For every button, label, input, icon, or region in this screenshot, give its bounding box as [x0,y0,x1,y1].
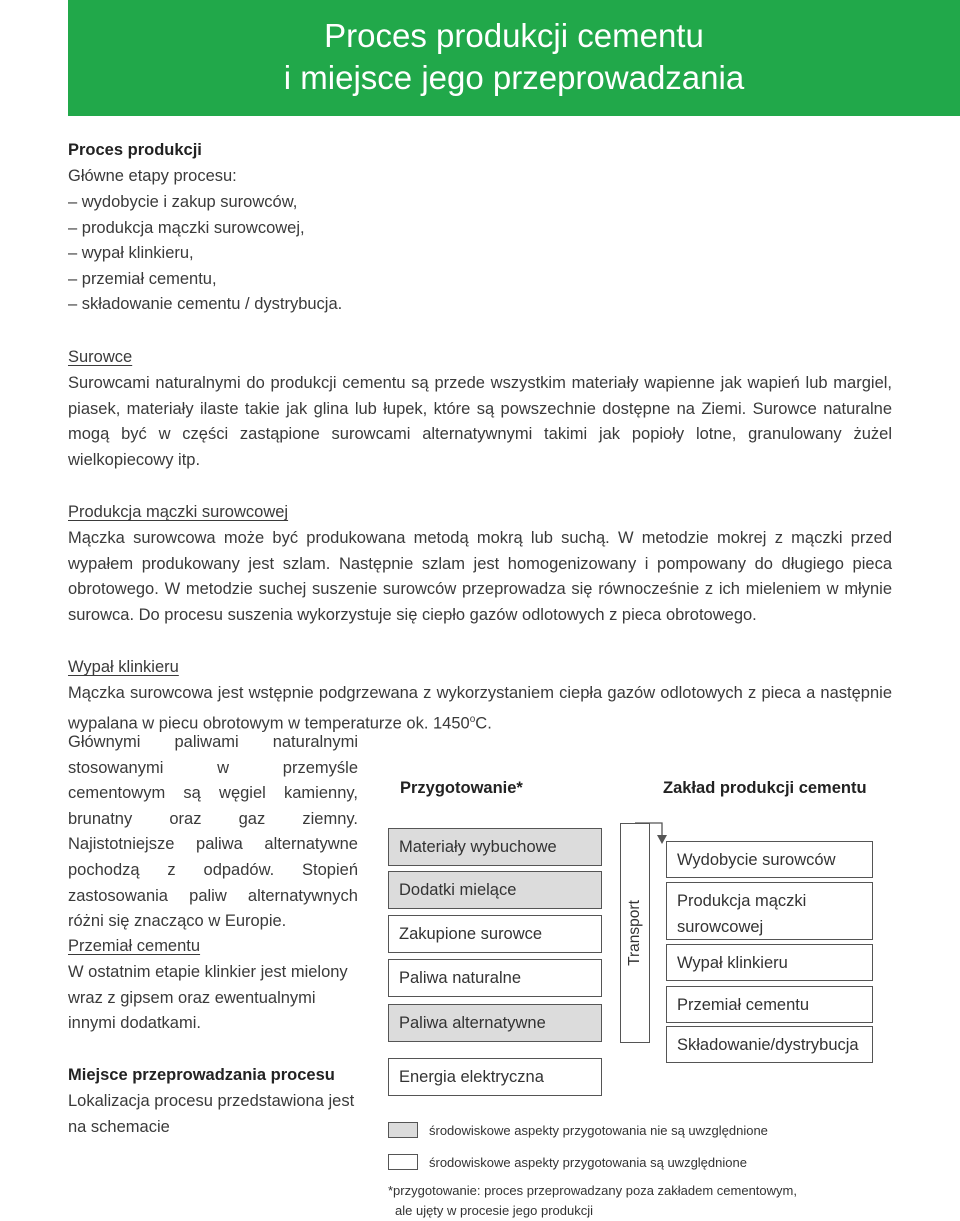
legend-swatch-gray [388,1122,418,1138]
footnote-line-2: ale ujęty w procesie jego produkcji [395,1203,593,1218]
section-heading-miejsce: Miejsce przeprowadzania procesu [68,1066,335,1084]
diagram-box-zakupione-surowce: Zakupione surowce [388,915,602,953]
proces-steps-list [68,190,342,318]
diagram-box-wydobycie: Wydobycie surowców [666,841,873,878]
transport-arrow-icon [600,820,670,850]
maczka-paragraph: Mączka surowcowa może być produkowana metodą mokrą lub suchą. W metodzie mokrej z mączki przed wypałem produkowany jest szlam. Następnie szlam jest homogenizowany i pompowany do długiego pieca obrotowego. W metodzie suchej suszenie surowców przeprowadza się równocześnie z ich mieleniem w młynie surowca. Do procesu suszenia wykorzystuje się ciepło gazów odlotowych z pieca obrotowego. [68,529,892,624]
diagram-heading-przygotowanie: Przygotowanie* [400,779,523,797]
diagram-box-produkcja-maczki: Produkcja mączki surowcowej [666,882,873,940]
section-heading-proces: Proces produkcji [68,141,202,159]
proces-intro: Główne etapy procesu: [68,167,237,185]
legend-label-gray: środowiskowe aspekty przygotowania nie są uwzględnione [429,1123,768,1138]
legend-swatch-white [388,1154,418,1170]
section-heading-wypal: Wypał klinkieru [68,658,179,676]
list-item: – przemiał cementu, [68,267,342,293]
diagram-box-dodatki-mielace: Dodatki mielące [388,871,602,909]
wypal-unit: C. [475,714,492,733]
diagram-box-materialy-wybuchowe: Materiały wybuchowe [388,828,602,866]
legend-label-white: środowiskowe aspekty przygotowania są uwzględnione [429,1155,747,1170]
diagram-box-paliwa-naturalne: Paliwa naturalne [388,959,602,997]
diagram-box-skladowanie: Składowanie/dystrybucja [666,1026,873,1063]
diagram-transport-box [620,823,650,1043]
diagram-box-przemial-cementu: Przemiał cementu [666,986,873,1023]
page-title-line-2: i miejsce jego przeprowadzania [283,59,745,96]
diagram-box-energia-elektryczna: Energia elektryczna [388,1058,602,1096]
page-title-line-1: Proces produkcji cementu [324,17,704,54]
przemial-paragraph: W ostatnim etapie klinkier jest mielony wraz z gipsem oraz ewentualnymi innymi dodatkami. [68,963,348,1033]
miejsce-paragraph: Lokalizacja procesu przedstawiona jest na schemacie [68,1092,355,1136]
list-item: – składowanie cementu / dystrybucja. [68,292,342,318]
degree-superscript: o [469,713,476,725]
wypal-text: Mączka surowcowa jest wstępnie podgrzewana z wykorzystaniem ciepła gazów odlotowych z pieca a następnie wypalana w piecu obrotowym w temperaturze ok. 1450 [68,684,892,733]
footnote-line-1: *przygotowanie: proces przeprowadzany poza zakładem cementowym, [388,1183,797,1198]
surowce-paragraph: Surowcami naturalnymi do produkcji cementu są przede wszystkim materiały wapienne jak wapień lub margiel, piasek, materiały ilaste takie jak glina lub łupek, które są powszechnie dostępne na Ziemi. Surowce naturalne mogą być w części zastąpione surowcami alternatywnymi takimi jak popioły lotne, granulowany żużel wielkopiecowy itp. [68,374,892,469]
section-heading-maczka: Produkcja mączki surowcowej [68,503,289,521]
section-heading-przemial: Przemiał cementu [68,937,201,955]
transport-label: Transport [626,900,643,966]
list-item: – produkcja mączki surowcowej, [68,216,342,242]
paliwa-paragraph: Głównymi paliwami naturalnymi stosowanymi w przemyśle cementowym są węgiel kamienny, brunatny oraz gaz ziemny. Najistotniejsze paliwa alternatywne pochodzą z odpadów. Stopień zastosowania paliw alternatywnych różni się znacząco w Europie. [68,733,358,931]
list-item: – wydobycie i zakup surowców, [68,190,342,216]
section-heading-surowce: Surowce [68,348,133,366]
diagram-box-wypal-klinkieru: Wypał klinkieru [666,944,873,981]
title-banner [68,0,960,116]
diagram-heading-zaklad: Zakład produkcji cementu [663,779,867,797]
diagram-box-paliwa-alternatywne: Paliwa alternatywne [388,1004,602,1042]
wypal-paragraph [68,681,892,737]
list-item: – wypał klinkieru, [68,241,342,267]
